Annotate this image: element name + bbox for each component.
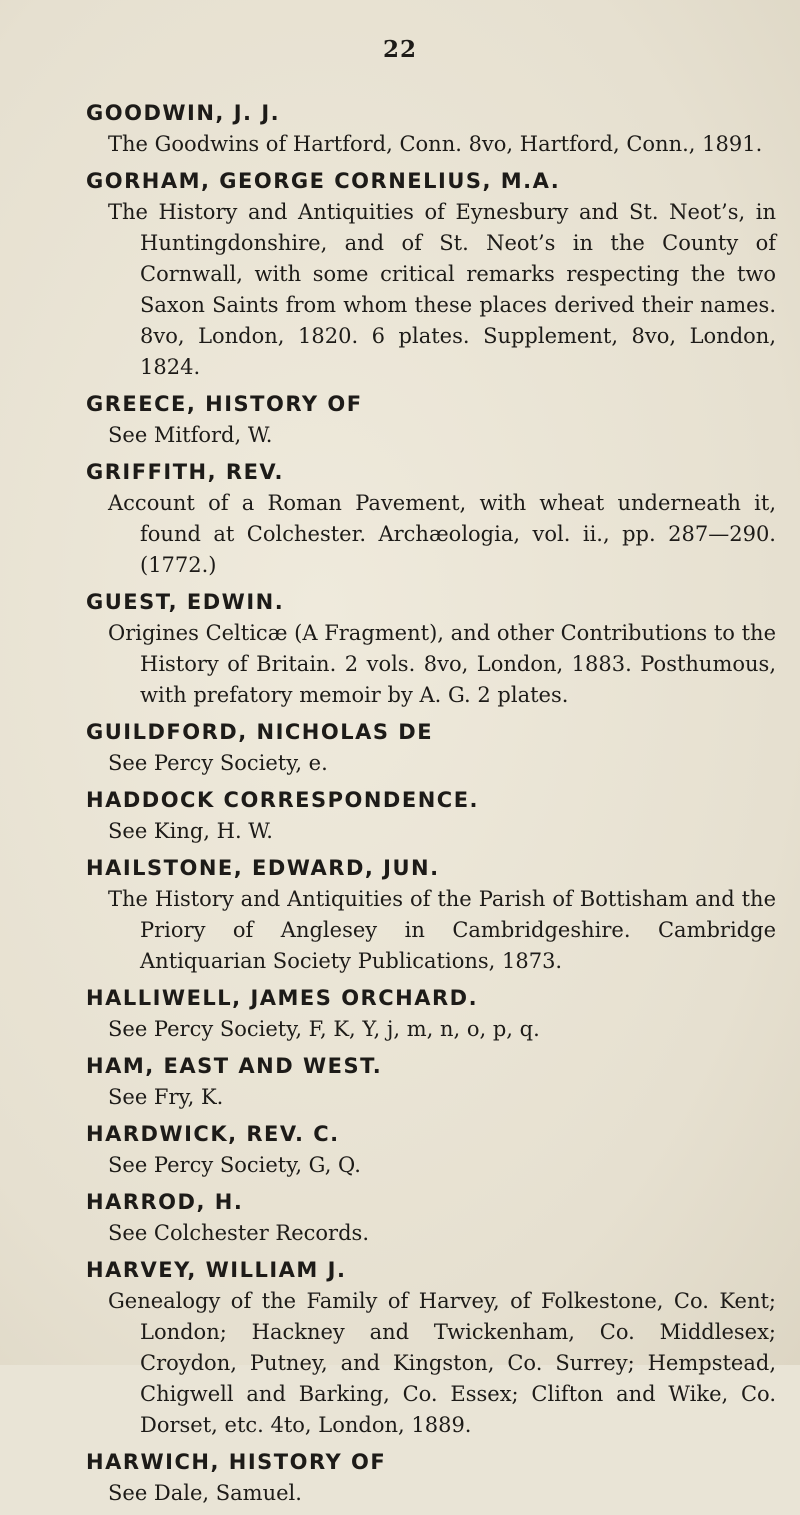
bibliography-entries xyxy=(86,98,776,1515)
entry-heading: GREECE, HISTORY OF xyxy=(86,392,363,416)
bibliography-entry xyxy=(86,1447,776,1509)
entry-text: Origines Celticæ (A Fragment), and other Contributions to the History of Britain. 2 vols. 8vo, London, 1883. Posthumous, with prefatory memoir by A. G. 2 plates. xyxy=(108,621,776,707)
entry-text: The History and Antiquities of Eynesbury and St. Neot’s, in Huntingdonshire, and of St. Neot’s in the County of Cornwall, with some critical remarks respecting the two Saxon Saints from whom these places derived their names. 8vo, London, 1820. 6 plates. Supplement, 8vo, London, 1824. xyxy=(108,200,776,379)
entry-text: See Colchester Records. xyxy=(108,1221,369,1245)
entry-text: See King, H. W. xyxy=(108,819,273,843)
entry-heading: HARDWICK, REV. C. xyxy=(86,1122,340,1146)
entry-heading: GORHAM, GEORGE CORNELIUS, M.A. xyxy=(86,169,561,193)
entry-text: See Mitford, W. xyxy=(108,423,273,447)
entry-heading: HADDOCK CORRESPONDENCE. xyxy=(86,788,480,812)
bibliography-entry xyxy=(86,1255,776,1441)
entry-heading: HARROD, H. xyxy=(86,1190,244,1214)
entry-text: Genealogy of the Family of Harvey, of Folkestone, Co. Kent; London; Hackney and Twickenham, Co. Middlesex; Croydon, Putney, and Kingston, Co. Surrey; Hempstead, Chigwell and Barking, Co. Essex; Clifton and Wike, Co. Dorset, etc. 4to, London, 1889. xyxy=(108,1289,776,1437)
entry-text: See Dale, Samuel. xyxy=(108,1481,302,1505)
entry-heading: HAM, EAST AND WEST. xyxy=(86,1054,383,1078)
bibliography-entry xyxy=(86,457,776,581)
entry-text: See Percy Society, G, Q. xyxy=(108,1153,361,1177)
page-number: 22 xyxy=(382,36,417,63)
bibliography-entry xyxy=(86,853,776,977)
entry-heading: HARVEY, WILLIAM J. xyxy=(86,1258,347,1282)
entry-heading: HAILSTONE, EDWARD, JUN. xyxy=(86,856,440,880)
entry-heading: GRIFFITH, REV. xyxy=(86,460,284,484)
entry-text: See Fry, K. xyxy=(108,1085,224,1109)
bibliography-entry xyxy=(86,389,776,451)
bibliography-entry xyxy=(86,983,776,1045)
entry-heading: HARWICH, HISTORY OF xyxy=(86,1450,387,1474)
entry-text: The History and Antiquities of the Parish of Bottisham and the Priory of Anglesey in Cambridgeshire. Cambridge Antiquarian Society Publications, 1873. xyxy=(108,887,776,973)
bibliography-entry xyxy=(86,1187,776,1249)
bibliography-entry xyxy=(86,166,776,383)
entry-text: See Percy Society, F, K, Y, j, m, n, o, p, q. xyxy=(108,1017,540,1041)
entry-heading: HALLIWELL, JAMES ORCHARD. xyxy=(86,986,479,1010)
entry-heading: GOODWIN, J. J. xyxy=(86,101,281,125)
bibliography-entry xyxy=(86,587,776,711)
entry-text: Account of a Roman Pavement, with wheat underneath it, found at Colchester. Archæologia, vol. ii., pp. 287—290. (1772.) xyxy=(108,491,776,577)
bibliography-entry xyxy=(86,717,776,779)
entry-text: The Goodwins of Hartford, Conn. 8vo, Hartford, Conn., 1891. xyxy=(108,132,763,156)
entry-heading: GUEST, EDWIN. xyxy=(86,590,285,614)
entry-text: See Percy Society, e. xyxy=(108,751,328,775)
bibliography-entry xyxy=(86,785,776,847)
bibliography-entry xyxy=(86,98,776,160)
bibliography-entry xyxy=(86,1119,776,1181)
entry-heading: GUILDFORD, NICHOLAS DE xyxy=(86,720,434,744)
bibliography-entry xyxy=(86,1051,776,1113)
